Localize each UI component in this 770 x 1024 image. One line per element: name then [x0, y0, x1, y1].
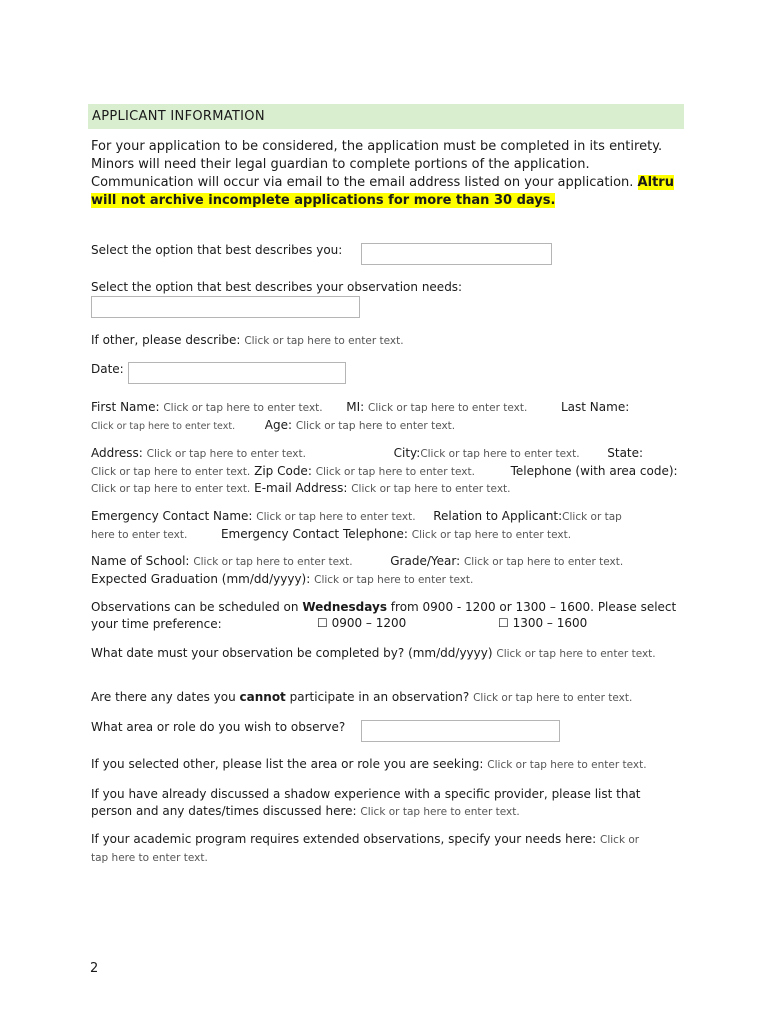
time-option-afternoon-checkbox[interactable]: ☐ 1300 – 1600 — [498, 616, 588, 630]
observation-needs-label: Select the option that best describes your observation needs: — [91, 280, 463, 294]
describes-you-dropdown[interactable] — [361, 243, 552, 265]
name-row — [88, 399, 684, 435]
area-role-dropdown[interactable] — [361, 720, 560, 742]
city-label: City: — [393, 446, 421, 460]
school-label: Name of School: — [91, 554, 190, 568]
intro-highlight: Altru will not archive incomplete applications for more than 30 days. — [91, 175, 674, 208]
observation-needs-dropdown[interactable] — [91, 296, 360, 318]
section-header: APPLICANT INFORMATION — [88, 104, 684, 129]
selected-other-input[interactable]: Click or tap here to enter text. — [487, 759, 647, 771]
describes-you-row — [88, 242, 342, 259]
state-label: State: — [607, 446, 644, 460]
complete-by-label: What date must your observation be completed by? (mm/dd/yyyy) — [91, 646, 493, 660]
complete-by-row — [88, 645, 684, 663]
discussed-row — [88, 786, 684, 820]
email-label: E-mail Address: — [254, 481, 348, 495]
date-input[interactable] — [128, 362, 346, 384]
selected-other-label: If you selected other, please list the area or role you are seeking: — [91, 757, 484, 771]
selected-other-row — [88, 756, 684, 774]
page-number: 2 — [90, 961, 99, 976]
describes-you-label: Select the option that best describes you: — [91, 243, 343, 257]
schedule-text-post: from 0900 - 1200 or 1300 – 1600. Please select your time preference: — [91, 600, 677, 631]
graduation-input[interactable]: Click or tap here to enter text. — [314, 573, 474, 586]
address-input[interactable]: Click or tap here to enter text. — [146, 448, 306, 460]
schedule-text-pre: Observations can be scheduled on — [91, 600, 299, 614]
mi-input[interactable]: Click or tap here to enter text. — [368, 402, 528, 414]
other-describe-input[interactable]: Click or tap here to enter text. — [244, 335, 404, 347]
date-label: Date: — [91, 362, 124, 376]
discussed-input[interactable]: Click or tap here to enter text. — [360, 805, 520, 818]
telephone-label: Telephone (with area code): — [510, 463, 678, 478]
cannot-input[interactable]: Click or tap here to enter text. — [473, 692, 633, 704]
other-describe-row — [88, 332, 404, 350]
last-name-input[interactable]: Click or tap here to enter text. — [91, 420, 236, 432]
intro-text: For your application to be considered, the application must be completed in its entirety. Minors will need their legal guardian to complete portions of the application. Communication will occur via email to the email address listed on your application. — [91, 139, 663, 190]
address-label: Address: — [91, 446, 143, 460]
area-role-label: What area or role do you wish to observe? — [91, 720, 346, 734]
city-input[interactable]: Click or tap here to enter text. — [420, 448, 580, 460]
school-input[interactable]: Click or tap here to enter text. — [193, 556, 353, 568]
zip-label: Zip Code: — [254, 463, 312, 478]
extended-label: If your academic program requires extended observations, specify your needs here: — [91, 832, 597, 846]
relation-label: Relation to Applicant: — [433, 509, 563, 523]
emergency-phone-label: Emergency Contact Telephone: — [220, 526, 408, 541]
emergency-name-input[interactable]: Click or tap here to enter text. — [256, 511, 416, 523]
mi-label: MI: — [346, 400, 365, 414]
age-input[interactable]: Click or tap here to enter text. — [295, 419, 456, 432]
cannot-bold: cannot — [239, 690, 286, 704]
graduation-label: Expected Graduation (mm/dd/yyyy): — [91, 571, 311, 586]
email-input[interactable]: Click or tap here to enter text. — [351, 483, 511, 495]
grade-label: Grade/Year: — [390, 554, 461, 568]
zip-input[interactable]: Click or tap here to enter text. — [315, 465, 475, 478]
extended-input-part1[interactable]: Click or — [600, 834, 640, 846]
cannot-text-post: participate in an observation? — [289, 690, 470, 704]
intro-paragraph — [88, 138, 684, 210]
applicant-information-section — [88, 104, 684, 864]
last-name-label: Last Name: — [560, 400, 630, 414]
other-describe-label: If other, please describe: — [91, 333, 241, 347]
age-label: Age: — [264, 417, 293, 432]
emergency-name-label: Emergency Contact Name: — [91, 509, 253, 523]
cannot-row — [88, 689, 684, 707]
grade-input[interactable]: Click or tap here to enter text. — [463, 556, 624, 568]
discussed-label: If you have already discussed a shadow experience with a specific provider, please list that person and any dates/times discussed here: — [91, 787, 641, 818]
time-option-morning-checkbox[interactable]: ☐ 0900 – 1200 — [317, 616, 407, 630]
address-row — [88, 445, 684, 498]
first-name-input[interactable]: Click or tap here to enter text. — [163, 402, 323, 414]
first-name-label: First Name: — [91, 400, 160, 414]
complete-by-input[interactable]: Click or tap here to enter text. — [496, 648, 656, 660]
emergency-phone-input[interactable]: Click or tap here to enter text. — [411, 528, 572, 541]
emergency-row — [88, 508, 684, 543]
cannot-text-pre: Are there any dates you — [91, 690, 236, 704]
extended-input-part2[interactable]: tap here to enter text. — [91, 851, 208, 864]
schedule-day: Wednesdays — [302, 600, 387, 614]
extended-row — [88, 831, 684, 866]
relation-input-part1[interactable]: Click or tap — [562, 511, 622, 523]
state-input[interactable]: Click or tap here to enter text. — [91, 465, 251, 478]
telephone-input[interactable]: Click or tap here to enter text. — [91, 483, 251, 495]
school-row — [88, 553, 684, 588]
relation-input-part2[interactable]: here to enter text. — [91, 528, 188, 541]
